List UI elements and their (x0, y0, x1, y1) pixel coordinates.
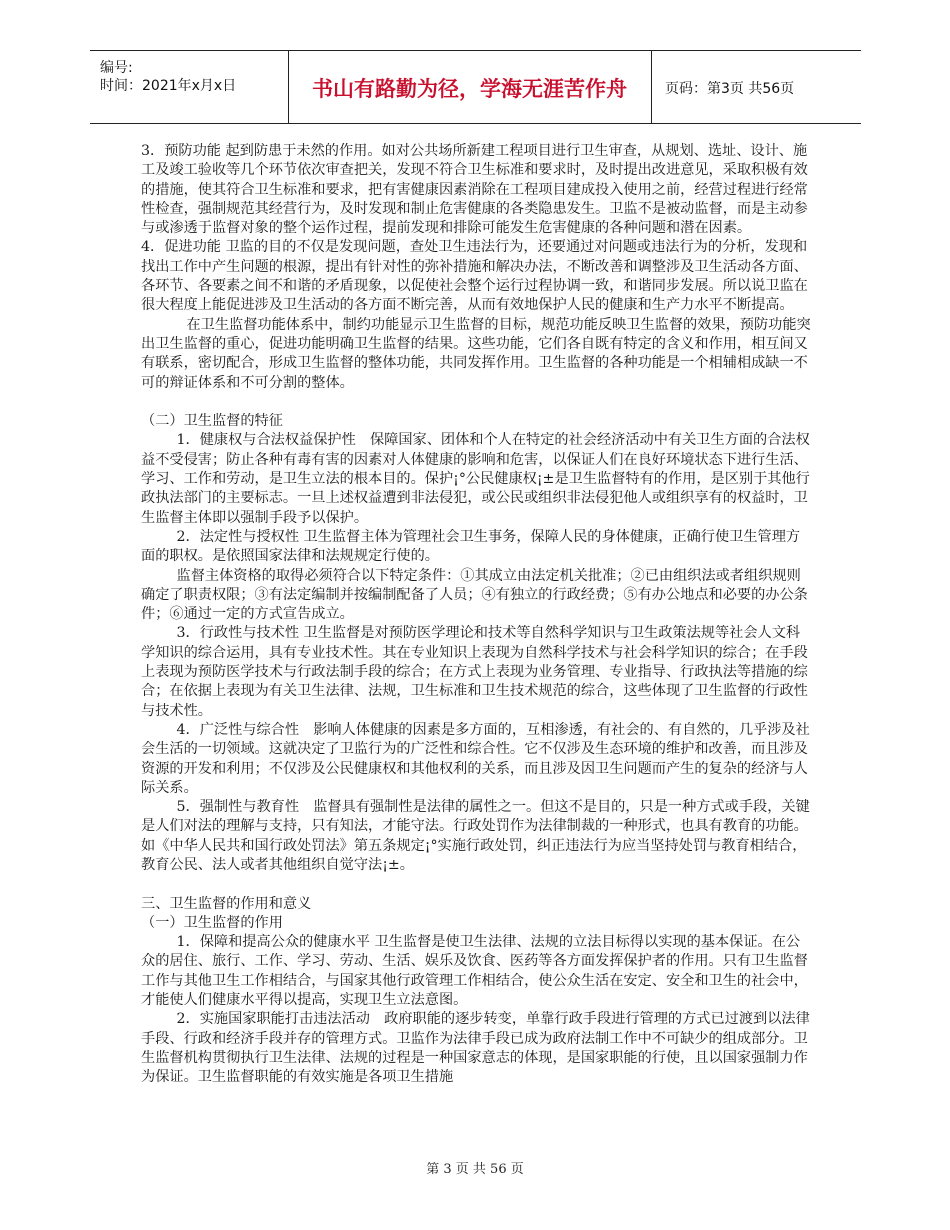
paragraph-public-health: 1．保障和提高公众的健康水平 卫生监督是使卫生法律、法规的立法目标得以实现的基本保证。在公众的居住、旅行、工作、学习、劳动、生活、娱乐及饮食、医药等各方面发挥保护者的作用。只有卫生监督工作与其他卫生工作相结合，与国家其他行政管理工作相结合，使公众生活在安定、安全和卫生的社会中，才能使人们健康水平得以提高，实现卫生立法意图。 (141, 934, 808, 1009)
paragraph-health-rights: 1．健康权与合法权益保护性 保障国家、团体和个人在特定的社会经济活动中有关卫生方面的合法权益不受侵害；防止各种有毒有害的因素对人体健康的影响和危害，以保证人们在良好环境状态下进行生活、学习、工作和劳动，是卫生立法的根本目的。保护¡°公民健康权¡±是卫生监督特有的作用，是区别于其他行政执法部门的主要标志。一旦上述权益遭到非法侵犯，或公民或组织非法侵犯他人或组织享有的权益时，卫生监督主体即以强制手段予以保护。 (141, 432, 810, 526)
paragraph-state-functions: 2．实施国家职能打击违法活动 政府职能的逐步转变，单靠行政手段进行管理的方式已过渡到以法律手段、行政和经济手段并存的管理方式。卫监作为法律手段已成为政府法制工作中不可缺少的组成部分。卫生监督机构贯彻执行卫生法律、法规的过程是一种国家意志的体现，是国家职能的行使，且以国家强制力作为保证。卫生监督职能的有效实施是各项卫生措施 (141, 1011, 810, 1086)
paragraph-administrative-technical: 3．行政性与技术性 卫生监督是对预防医学理论和技术等自然科学知识与卫生政策法规等社会人文科学知识的综合运用，具有专业技术性。其在专业知识上表现为自然科学技术与社会科学知识的综合；在手段上表现为预防医学技术与行政法制手段的综合；在方式上表现为业务管理、专业指导、行政执法等措施的综合；在依据上表现为有关卫生法律、法规，卫生标准和卫生技术规范的综合，这些体现了卫生监督的行政性与技术性。 (141, 625, 808, 719)
paragraph-qualification: 监督主体资格的取得必须符合以下特定条件：①其成立由法定机关批准；②已由组织法或者组织规则确定了职责权限；③有法定编制并按编制配备了人员；④有独立的行政经费；⑤有办公地点和必要的办公条件；⑥通过一定的方式宣告成立。 (141, 567, 808, 623)
header-motto: 书山有路勤为径，学海无涯苦作舟 (312, 77, 627, 101)
header-meta (100, 59, 280, 95)
document-body (141, 142, 813, 1088)
header-page-info: 页码：第3页 共56页 (665, 81, 795, 97)
paragraph-legality: 2．法定性与授权性 卫生监督主体为管理社会卫生事务，保障人民的身体健康，正确行使卫生管理方面的职权。是依照国家法律和法规规定行使的。 (141, 528, 801, 565)
paragraph-prevention-function: 3．预防功能 起到防患于未然的作用。如对公共场所新建工程项目进行卫生审查，从规划、选址、设计、施工及竣工验收等几个环节依次审查把关，发现不符合卫生标准和要求时，及时提出改进意见，采取积极有效的措施，使其符合卫生标准和要求，把有害健康因素消除在工程项目建成投入使用之前，经营过程进行经常性检查，强制规范其经营行为，及时发现和制止危害健康的各类隐患发生。卫监不是被动监督，而是主动参与或渗透于监督对象的整个运作过程，提前发现和排除可能发生危害健康的各种问题和潜在因素。 (141, 143, 808, 237)
section-heading-features: （二）卫生监督的特征 (141, 413, 283, 430)
document-date: 时间：2021年x月x日 (100, 78, 237, 94)
section-heading-role-significance: 三、卫生监督的作用和意义 (141, 895, 312, 912)
page-header (90, 50, 861, 124)
paragraph-breadth: 4．广泛性与综合性 影响人体健康的因素是多方面的，互相渗透，有社会的、有自然的，几乎涉及社会生活的一切领域。这就决定了卫监行为的广泛性和综合性。它不仅涉及生态环境的维护和改善，而且涉及资源的开发和利用；不仅涉及公民健康权和其他权利的关系，而且涉及因卫生问题而产生的复杂的经济与人际关系。 (141, 721, 810, 796)
header-divider-right (651, 51, 652, 123)
paragraph-function-system: 在卫生监督功能体系中，制约功能显示卫生监督的目标，规范功能反映卫生监督的效果，预防功能突出卫生监督的重心，促进功能明确卫生监督的结果。这些功能，它们各自既有特定的含义和作用，相互间又有联系，密切配合，形成卫生监督的整体功能，共同发挥作用。卫生监督的各种功能是一个相辅相成缺一不可的辩证体系和不可分割的整体。 (141, 316, 811, 391)
document-number-label: 编号: (100, 60, 133, 76)
paragraph-promotion-function: 4．促进功能 卫监的目的不仅是发现问题，查处卫生违法行为，还要通过对问题或违法行为的分析，发现和找出工作中产生问题的根源，提出有针对性的弥补措施和解决办法，不断改善和调整涉及卫生活动各方面、各环节、各要素之间不和谐的矛盾现象，以促使社会整个运行过程协调一致，和谐同步发展。所以说卫监在很大程度上能促进涉及卫生活动的各方面不断完善，从而有效地保护人民的健康和生产力水平不断提高。 (141, 239, 808, 314)
paragraph-coercion-education: 5．强制性与教育性 监督具有强制性是法律的属性之一。但这不是目的，只是一种方式或手段，关键是人们对法的理解与支持，只有知法，才能守法。行政处罚作为法律制裁的一种形式，也具有教育的功能。如《中华人民共和国行政处罚法》第五条规定¡°实施行政处罚，纠正违法行为应当坚持处罚与教育相结合，教育公民、法人或者其他组织自觉守法¡±。 (141, 799, 810, 873)
subsection-heading-role: （一）卫生监督的作用 (141, 914, 283, 931)
page-footer: 第 3 页 共 56 页 (426, 1162, 524, 1177)
